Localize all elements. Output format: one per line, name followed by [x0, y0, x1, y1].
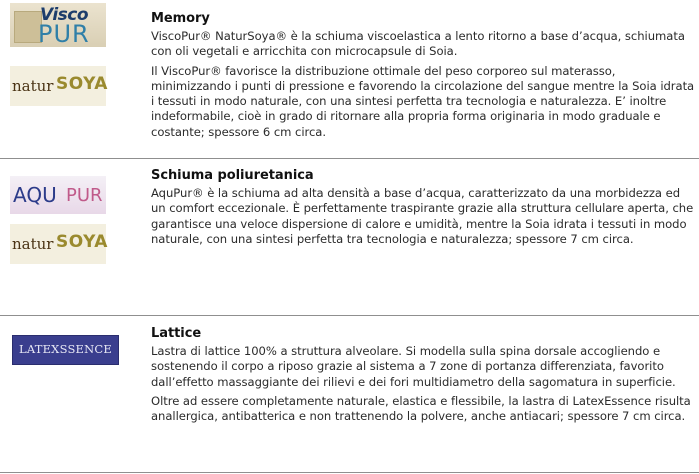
- section-text: [151, 326, 697, 428]
- section-title: Lattice: [151, 326, 202, 341]
- paragraph: ViscoPur® NaturSoya® è la schiuma viscoelastica a lento ritorno a base d’acqua, schiumata con oli vegetali e arricchita con microcapsule di Soia.: [151, 29, 685, 59]
- divider: [0, 158, 699, 159]
- viscopur-logo: Visco PUR: [10, 3, 106, 47]
- section-text: [151, 11, 697, 144]
- natursoya-logo: natur SOYA: [10, 224, 106, 264]
- section-title: Schiuma poliuretanica: [151, 168, 314, 183]
- section-text: [151, 168, 697, 251]
- paragraph: Il ViscoPur® favorisce la distribuzione ottimale del peso corporeo sul materasso, minimizzando i punti di pressione e favorendo la circolazione del sangue mentre la Soia idrata i tessuti in modo naturale, con una sintesi perfetta tra tecnologia e naturalezza. E’ inoltre indeformabile, cioè in grado di ritornare alla propria forma originaria in modo graduale e costante; spessore 6 cm circa.: [151, 63, 695, 139]
- natursoya-logo: natur SOYA: [10, 66, 106, 106]
- paragraph: Lastra di lattice 100% a struttura alveolare. Si modella sulla spina dorsale accogliendo e sostenendo il corpo a riposo grazie al sistema a 7 zone di portanza differenziata, favorito dall’effetto massaggiante dei rilievi e dei fori multidiametro della sagomatura in superficie.: [151, 344, 676, 389]
- divider: [0, 315, 699, 316]
- divider: [0, 472, 699, 473]
- section-title: Memory: [151, 11, 210, 26]
- paragraph: AquPur® è la schiuma ad alta densità a base d’acqua, caratterizzato da una morbidezza ed un comfort eccezionale. È perfettamente traspirante grazie alla struttura cellulare aperta, che garantisce una veloce dispersione di calore e umidità, mentre la Soia idrata i tessuti in modo naturale, con una sintesi perfetta tra tecnologia e naturalezza; spessore 7 cm circa.: [151, 186, 694, 246]
- paragraph: Oltre ad essere completamente naturale, elastica e flessibile, la lastra di LatexEssence risulta anallergica, antibatterica e non trattenendo la polvere, anche antiacari; spessore 7 cm circa.: [151, 393, 691, 424]
- latexessence-logo: LATEXSSENCE: [12, 335, 119, 365]
- aqupur-logo: AQU PUR: [10, 176, 106, 214]
